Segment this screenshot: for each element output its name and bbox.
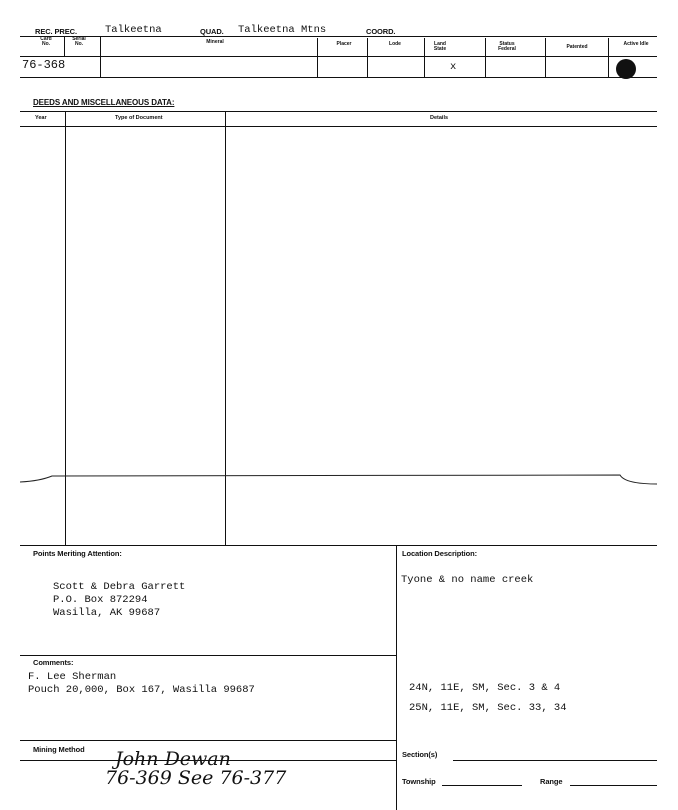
points-line-2: P.O. Box 872294 — [53, 594, 148, 606]
div-status-patented — [545, 38, 546, 77]
page-crease — [20, 470, 657, 490]
col-active-idle: Active Idle — [623, 41, 649, 47]
col-patented: Patented — [566, 44, 588, 50]
col-land-state: Land State — [433, 41, 447, 52]
location-text: Tyone & no name creek — [401, 574, 534, 586]
comments-label: Comments: — [33, 658, 74, 667]
mining-method-label: Mining Method — [33, 745, 85, 754]
points-bottom-rule — [20, 655, 396, 656]
col-placer: Placer — [336, 41, 352, 47]
div-placer-lode — [367, 38, 368, 77]
points-line-3: Wasilla, AK 99687 — [53, 607, 161, 619]
section-fill-line — [453, 760, 657, 761]
header-mid-rule — [20, 56, 657, 57]
quad-label: QUAD. — [200, 27, 224, 36]
location-line-1: 24N, 11E, SM, Sec. 3 & 4 — [409, 682, 561, 694]
div-card-serial — [64, 36, 65, 56]
location-line-2: 25N, 11E, SM, Sec. 33, 34 — [409, 702, 567, 714]
range-label: Range — [540, 777, 563, 786]
header-top-rule — [20, 36, 657, 37]
comments-bottom-rule — [20, 740, 396, 741]
col-status-federal: Status Federal — [498, 41, 516, 52]
col-mineral: Mineral — [206, 39, 224, 45]
quad-value: Talkeetna Mtns — [238, 24, 327, 36]
deeds-head-rule — [20, 126, 657, 127]
section-label: Section(s) — [402, 750, 438, 759]
township-label: Township — [402, 777, 436, 786]
deeds-col-details: Details — [430, 115, 449, 121]
mining-rule — [20, 760, 396, 761]
township-fill-line — [442, 785, 522, 786]
deeds-title: DEEDS AND MISCELLANEOUS DATA: — [33, 98, 175, 107]
range-fill-line — [570, 785, 657, 786]
card-number-value: 76-368 — [22, 58, 66, 72]
comments-line-2: Pouch 20,000, Box 167, Wasilla 99687 — [28, 684, 255, 696]
land-state-mark: x — [450, 61, 457, 73]
deeds-col-year: Year — [35, 115, 47, 121]
col-card-no: Card No. — [40, 36, 52, 47]
location-label: Location Description: — [402, 549, 477, 558]
coord-label: COORD. — [366, 27, 396, 36]
comments-line-1: F. Lee Sherman — [28, 671, 117, 683]
deeds-col-type: Type of Document — [115, 115, 163, 121]
points-line-1: Scott & Debra Garrett — [53, 581, 186, 593]
div-serial-mineral — [100, 36, 101, 77]
rec-prec-value: Talkeetna — [105, 24, 162, 36]
header-bottom-rule — [20, 77, 657, 78]
deeds-top-rule — [20, 111, 657, 112]
div-land-status — [485, 38, 486, 77]
lower-center-divider — [396, 545, 397, 810]
rec-prec-label: REC. PREC. — [35, 27, 77, 36]
div-mineral-placer — [317, 38, 318, 77]
handwritten-reference: 76-369 See 76-377 — [105, 767, 287, 789]
deeds-bottom-rule — [20, 545, 657, 546]
col-serial-no: Serial No. — [72, 36, 86, 47]
div-patented-active — [608, 38, 609, 77]
div-lode-land — [424, 38, 425, 77]
handwritten-name: John Dewan — [115, 748, 231, 770]
col-lode: Lode — [389, 41, 401, 47]
active-idle-dot — [616, 59, 636, 79]
points-label: Points Meriting Attention: — [33, 549, 122, 558]
